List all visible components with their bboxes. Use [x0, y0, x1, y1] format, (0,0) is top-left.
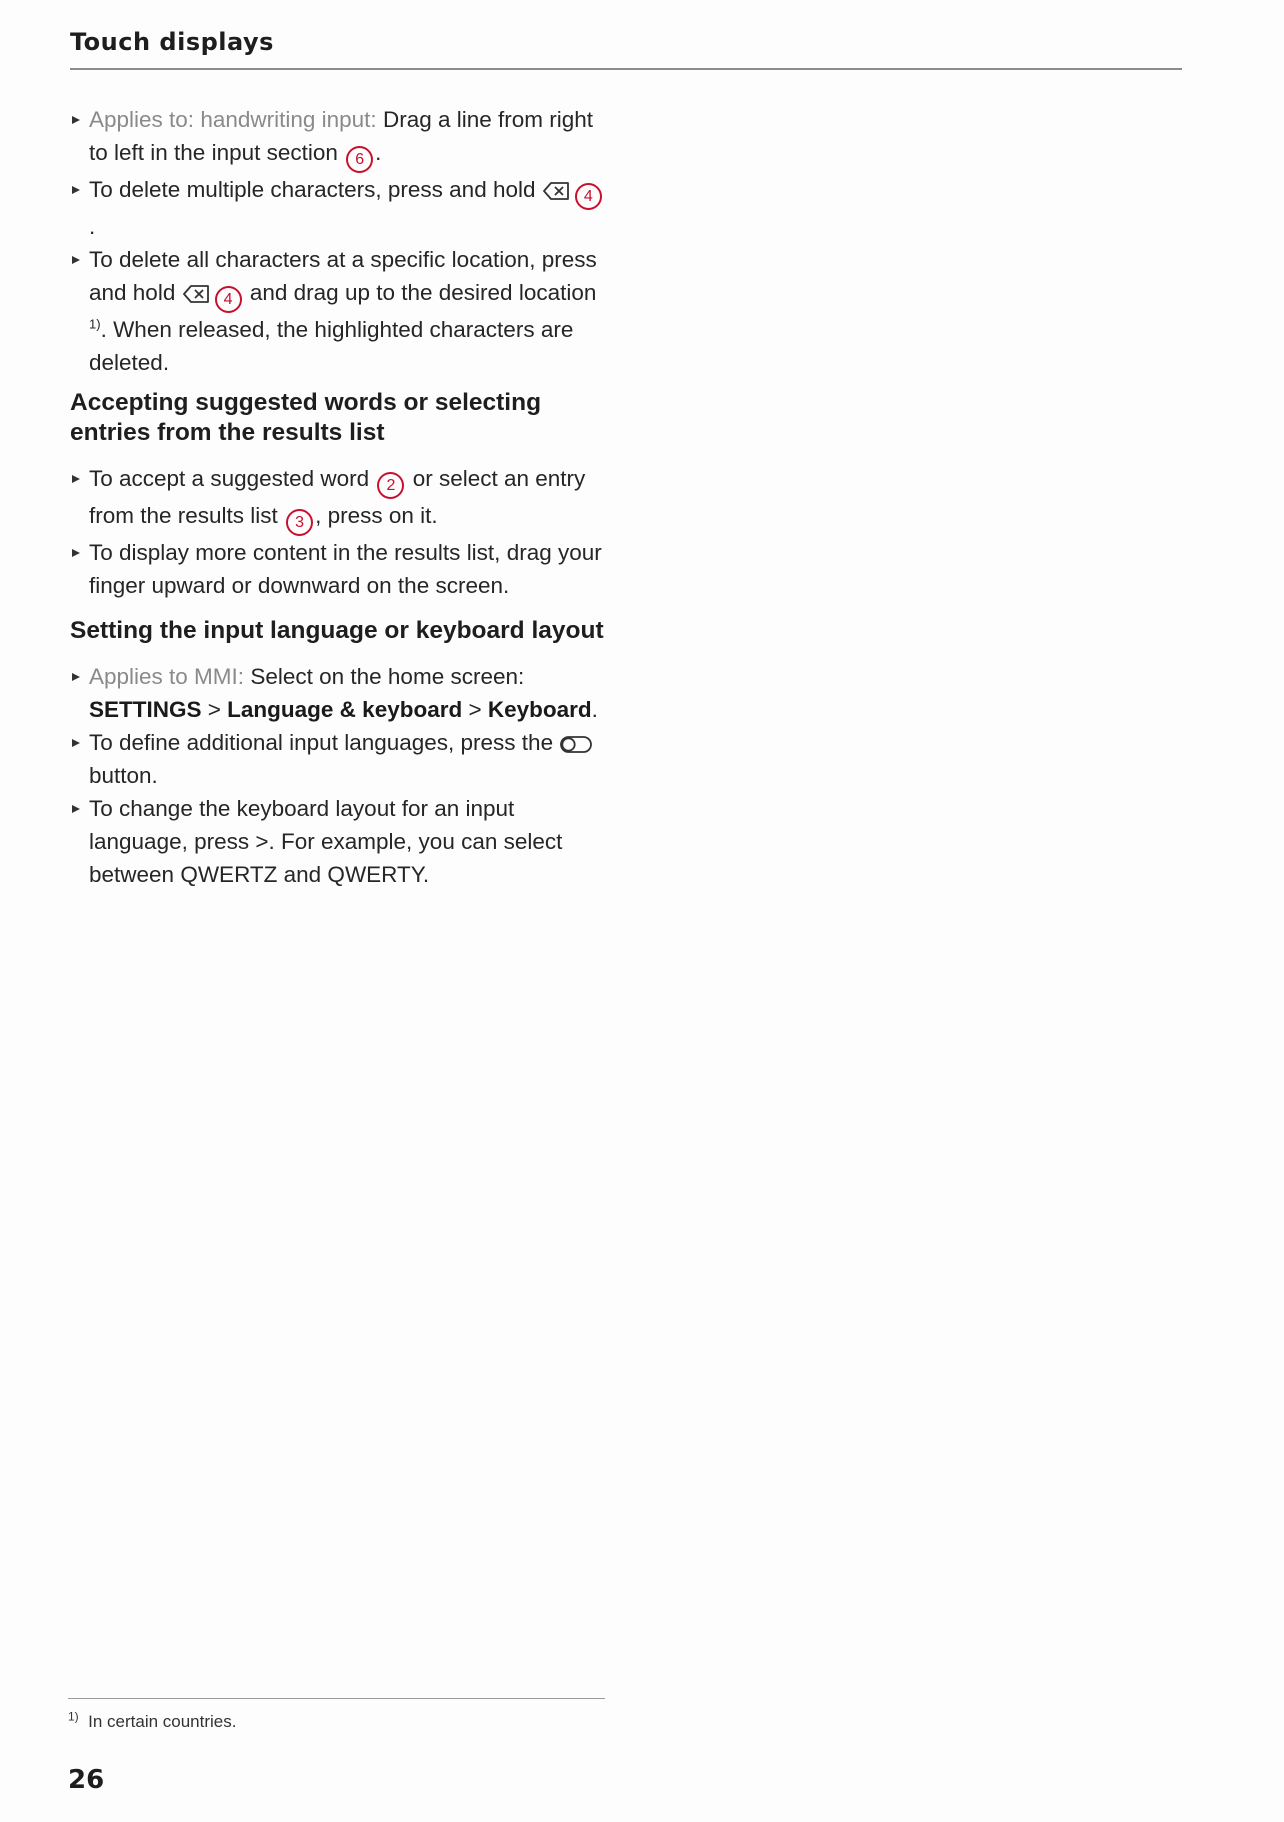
footnote [68, 1709, 237, 1732]
bullet-text: , press on it. [315, 503, 438, 528]
toggle-icon [560, 736, 592, 753]
bullet-text: . When released, the highlighted characters are deleted. [89, 317, 574, 375]
bullet-delete-multiple [70, 173, 610, 243]
bullet-text: Select on the home screen: [250, 664, 525, 689]
applies-to-label: Applies to MMI: [89, 664, 245, 689]
punctuation: . [375, 140, 382, 165]
bullet-text: To accept a suggested word [89, 466, 370, 491]
page-number: 26 [68, 1765, 105, 1795]
punctuation: . [591, 697, 598, 722]
menu-path-settings: SETTINGS [89, 697, 202, 722]
section-heading: Setting the input language or keyboard layout [70, 617, 604, 644]
applies-to-label: Applies to: handwriting input: [89, 107, 377, 132]
bullet-text: To define additional input languages, press the [89, 730, 554, 755]
footnote-reference: 1) [89, 316, 101, 332]
callout-marker: 6 [346, 146, 373, 173]
footnote-divider [68, 1698, 605, 1699]
bullet-mmi-path [70, 660, 610, 726]
bullet-text: button. [89, 763, 158, 788]
section-input-language [70, 616, 610, 891]
section-delete-characters [70, 103, 610, 379]
callout-marker: 2 [377, 472, 404, 499]
bullet-accept-word [70, 462, 610, 536]
bullet-text: and drag up to the desired location [249, 280, 597, 305]
path-separator: > [201, 697, 228, 722]
menu-path-language-keyboard: Language & keyboard [227, 697, 463, 722]
footnote-mark: 1) [68, 1709, 79, 1724]
footnote-text: In certain countries. [88, 1712, 237, 1731]
header-divider [70, 68, 1182, 70]
bullet-text: To display more content in the results list, drag your finger upward or downward on the screen. [89, 540, 602, 598]
bullet-handwriting-delete [70, 103, 610, 173]
bullet-delete-all [70, 243, 610, 379]
bullet-text: To delete all characters at a specific location, press and hold [89, 247, 597, 305]
bullet-keyboard-layout [70, 792, 610, 891]
menu-path-keyboard: Keyboard [487, 697, 592, 722]
callout-marker: 3 [286, 509, 313, 536]
callout-marker: 4 [215, 286, 242, 313]
section-heading: Accepting suggested words or selecting entries from the results list [70, 389, 542, 446]
page-header-title: Touch displays [70, 28, 274, 56]
bullet-additional-languages [70, 726, 610, 792]
callout-marker: 4 [575, 183, 602, 210]
bullet-text: To delete multiple characters, press and hold [89, 177, 536, 202]
backspace-icon [183, 285, 210, 303]
backspace-icon [543, 182, 570, 200]
bullet-scroll-results [70, 536, 610, 602]
bullet-text: or select an entry from the results list [89, 466, 586, 528]
punctuation: . [89, 214, 96, 239]
path-separator: > [462, 697, 488, 722]
bullet-text: To change the keyboard layout for an input language, press >. For example, you can select between QWERTZ and QWERTY. [89, 796, 563, 887]
section-suggested-words [70, 388, 610, 602]
bullet-text: Drag a line from right to left in the input section [89, 107, 594, 165]
